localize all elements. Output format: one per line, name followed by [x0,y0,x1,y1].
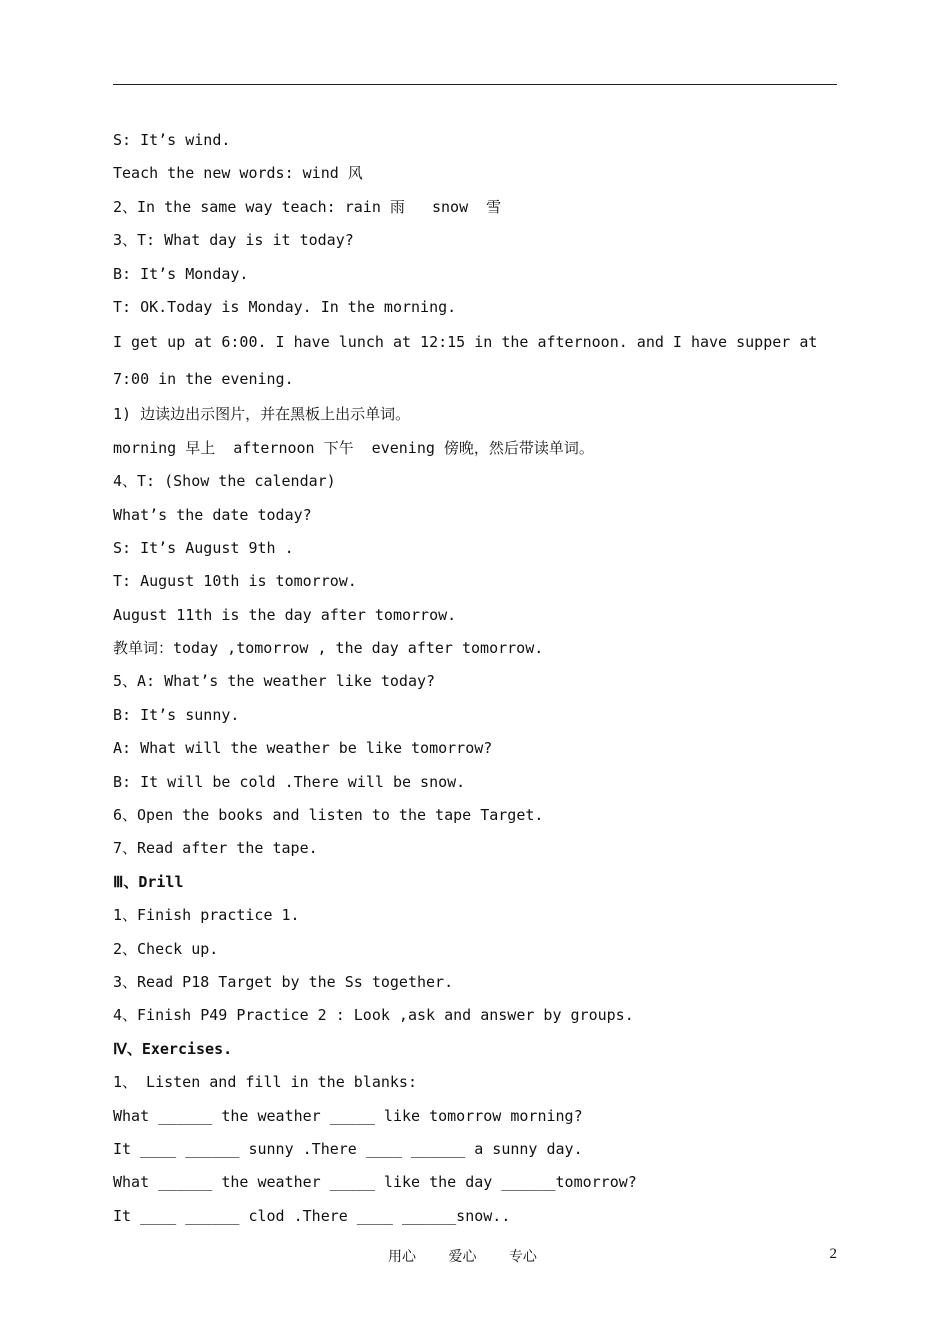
footer-motto-item: 爱心 [448,1249,477,1265]
text-line: T: August 10th is tomorrow. [113,572,357,591]
page-number: 2 [829,1246,837,1262]
text-line: B: It’s Monday. [113,264,249,283]
footer-motto [388,1246,565,1266]
text-line: B: It’s sunny. [113,705,240,724]
footer-motto-item: 专心 [508,1249,537,1265]
text-line: 1、 Listen and fill in the blanks: [113,1073,417,1092]
text-line: 5、A: What’s the weather like today? [113,672,436,691]
text-line: 2、Check up. [113,939,219,958]
fill-blank-line: It ____ ______ sunny .There ____ ______ a sunny day. [113,1139,583,1158]
text-line: Teach the new words: wind 风 [113,164,363,183]
text-line: 3、Read P18 Target by the Ss together. [113,972,454,991]
text-line: 2、In the same way teach: rain 雨 snow 雪 [113,197,502,216]
text-line: B: It will be cold .There will be snow. [113,772,466,791]
page-footer [0,1246,950,1270]
fill-blank-line: What ______ the weather _____ like tomorrow morning? [113,1106,583,1125]
text-line: morning 早上 afternoon 下午 evening 傍晚，然后带读单词。 [113,438,594,457]
header-rule [113,84,837,85]
text-line: 1) 边读边出示图片，并在黑板上出示单词。 [113,405,411,424]
text-line: S: It’s wind. [113,131,231,149]
document-body [113,124,837,1233]
section-heading-exercises: Ⅳ、Exercises. [113,1039,233,1058]
fill-blank-line: It ____ ______ clod .There ____ ______snow.. [113,1206,511,1225]
text-line: 1、Finish practice 1. [113,906,300,925]
fill-blank-line: What ______ the weather _____ like the day ______tomorrow? [113,1173,637,1192]
footer-motto-item: 用心 [388,1249,416,1265]
text-line: 3、T: What day is it today? [113,231,354,250]
text-line: 6、Open the books and listen to the tape Target. [113,806,544,825]
text-line: 教单词：today ,tomorrow , the day after tomorrow. [113,639,544,658]
text-line: 4、Finish P49 Practice 2 : Look ,ask and answer by groups. [113,1006,634,1025]
text-line: 4、T: (Show the calendar) [113,472,336,491]
text-paragraph: I get up at 6:00. I have lunch at 12:15 in the afternoon. and I have supper at 7:00 in the evening. [113,333,827,389]
text-line: 7、Read after the tape. [113,839,318,858]
text-line: S: It’s August 9th . [113,538,294,557]
text-line: August 11th is the day after tomorrow. [113,605,457,624]
text-line: What’s the date today? [113,505,312,524]
section-heading-drill: Ⅲ、Drill [113,872,184,891]
text-line: A: What will the weather be like tomorrow? [113,739,493,758]
text-line: T: OK.Today is Monday. In the morning. [113,297,457,316]
